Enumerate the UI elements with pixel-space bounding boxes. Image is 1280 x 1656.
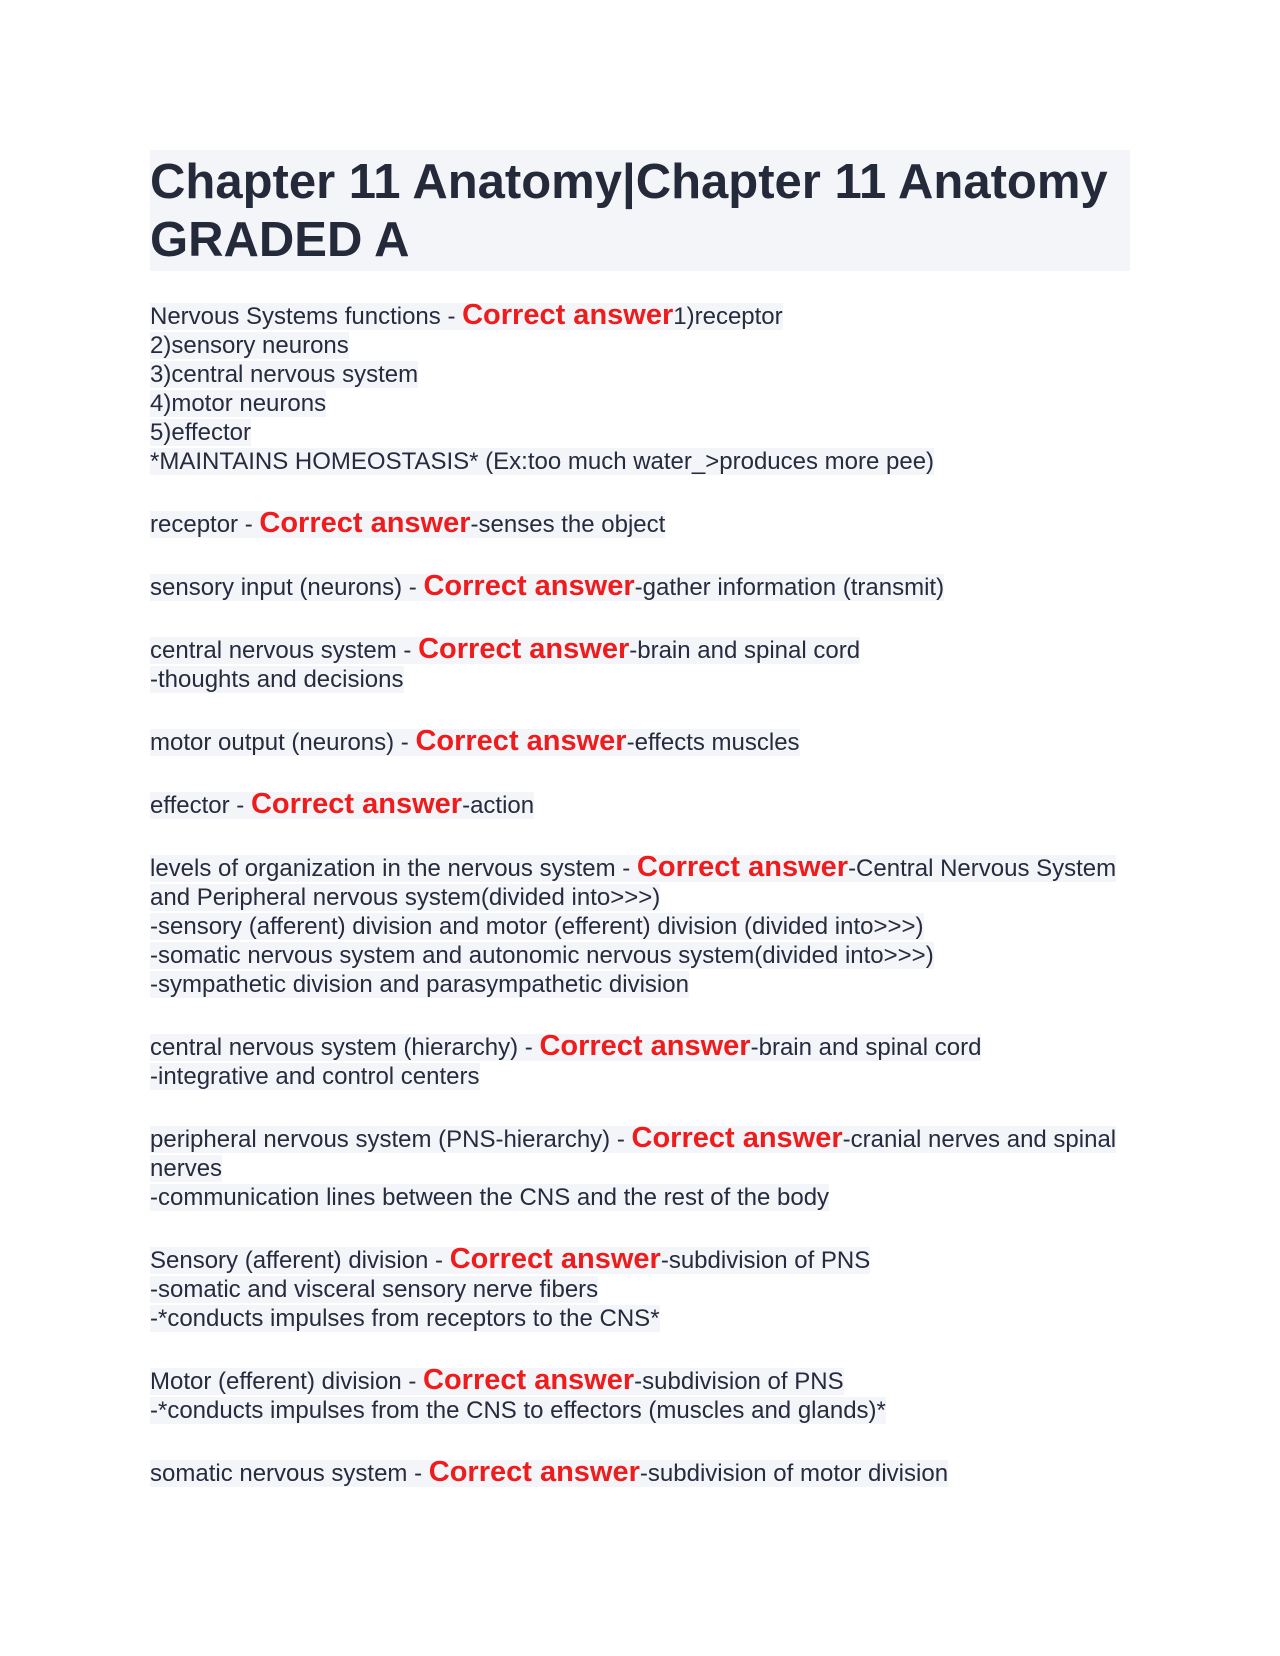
entry-highlight bbox=[150, 725, 800, 757]
entry-highlight bbox=[150, 788, 535, 820]
entry-term: effector - bbox=[150, 792, 251, 819]
entry-highlight bbox=[150, 633, 861, 665]
entry-term: receptor - bbox=[150, 511, 260, 538]
entry-first-line bbox=[150, 1032, 1130, 1062]
entry-definition: -brain and spinal cord bbox=[750, 1034, 982, 1061]
entry-continuation-line bbox=[150, 389, 1130, 418]
entry-definition: -brain and spinal cord bbox=[629, 637, 861, 664]
entry-continuation-line bbox=[150, 912, 1130, 941]
correct-answer-label: Correct answer bbox=[428, 1456, 640, 1488]
entry-first-line bbox=[150, 1458, 1130, 1488]
entry-continuation-line bbox=[150, 1183, 1130, 1212]
entry-continuation-text: -thoughts and decisions bbox=[150, 666, 404, 693]
correct-answer-label: Correct answer bbox=[250, 788, 463, 820]
entry-highlight bbox=[150, 299, 783, 331]
correct-answer-label: Correct answer bbox=[631, 1122, 843, 1154]
entry-first-line bbox=[150, 301, 1130, 331]
entry-continuation-text: -communication lines between the CNS and the rest of the body bbox=[150, 1184, 830, 1211]
entry-first-line bbox=[150, 1124, 1130, 1183]
flashcard-entry bbox=[150, 1366, 1130, 1425]
entry-continuation-text: 3)central nervous system bbox=[150, 361, 419, 388]
entry-highlight bbox=[150, 570, 945, 602]
entry-continuation-text: *MAINTAINS HOMEOSTASIS* (Ex:too much water_>produces more pee) bbox=[150, 448, 935, 475]
entry-first-line bbox=[150, 1366, 1130, 1396]
entry-continuation-text: -sympathetic division and parasympathetic division bbox=[150, 971, 689, 998]
entry-continuation-text: -sensory (afferent) division and motor (efferent) division (divided into>>>) bbox=[150, 913, 924, 940]
entry-continuation-text: 5)effector bbox=[150, 419, 251, 446]
entry-term: levels of organization in the nervous system - bbox=[150, 855, 637, 882]
entry-continuation-line bbox=[150, 360, 1130, 389]
entry-definition: -subdivision of PNS bbox=[660, 1247, 871, 1274]
flashcard-entry bbox=[150, 1032, 1130, 1091]
entry-first-line bbox=[150, 635, 1130, 665]
flashcard-entry bbox=[150, 1245, 1130, 1333]
correct-answer-label: Correct answer bbox=[462, 299, 674, 331]
entry-continuation-line bbox=[150, 418, 1130, 447]
flashcard-entry bbox=[150, 1458, 1130, 1488]
entry-definition: -Central Nervous System and Peripheral nervous system(divided into>>>) bbox=[150, 855, 1117, 911]
correct-answer-label: Correct answer bbox=[449, 1243, 661, 1275]
entry-highlight bbox=[150, 507, 666, 539]
entry-term: somatic nervous system - bbox=[150, 1460, 429, 1487]
flashcard-entry bbox=[150, 1124, 1130, 1212]
entry-continuation-text: 2)sensory neurons bbox=[150, 332, 349, 359]
entry-continuation-text: -*conducts impulses from receptors to the CNS* bbox=[150, 1305, 660, 1332]
flashcard-entry bbox=[150, 572, 1130, 602]
entry-continuation-line bbox=[150, 447, 1130, 476]
entry-definition: -action bbox=[462, 792, 535, 819]
entry-highlight bbox=[150, 1122, 1117, 1182]
document-title: Chapter 11 Anatomy|Chapter 11 Anatomy GRADED A bbox=[150, 150, 1130, 271]
entry-continuation-line bbox=[150, 970, 1130, 999]
flashcard-entry bbox=[150, 635, 1130, 694]
entry-definition: -subdivision of motor division bbox=[639, 1460, 949, 1487]
correct-answer-label: Correct answer bbox=[418, 633, 630, 665]
entry-continuation-line bbox=[150, 1275, 1130, 1304]
entry-highlight bbox=[150, 1456, 949, 1488]
entry-continuation-line bbox=[150, 331, 1130, 360]
entry-term: sensory input (neurons) - bbox=[150, 574, 424, 601]
entry-term: Sensory (afferent) division - bbox=[150, 1247, 450, 1274]
entry-highlight bbox=[150, 851, 1117, 911]
entry-term: motor output (neurons) - bbox=[150, 729, 416, 756]
entry-continuation-text: -*conducts impulses from the CNS to effectors (muscles and glands)* bbox=[150, 1397, 886, 1424]
entry-first-line bbox=[150, 572, 1130, 602]
entry-highlight bbox=[150, 1243, 871, 1275]
entry-term: central nervous system (hierarchy) - bbox=[150, 1034, 540, 1061]
entry-continuation-line bbox=[150, 665, 1130, 694]
entry-continuation-line bbox=[150, 1062, 1130, 1091]
entry-highlight bbox=[150, 1364, 844, 1396]
entry-definition: -senses the object bbox=[470, 511, 666, 538]
flashcard-entry bbox=[150, 509, 1130, 539]
correct-answer-label: Correct answer bbox=[423, 570, 635, 602]
flashcard-entry bbox=[150, 853, 1130, 999]
correct-answer-label: Correct answer bbox=[423, 1364, 635, 1396]
correct-answer-label: Correct answer bbox=[539, 1030, 751, 1062]
entry-continuation-text: -somatic and visceral sensory nerve fibers bbox=[150, 1276, 599, 1303]
entry-definition: -cranial nerves and spinal nerves bbox=[150, 1126, 1117, 1182]
entry-first-line bbox=[150, 790, 1130, 820]
entry-continuation-line bbox=[150, 1396, 1130, 1425]
flashcard-entry bbox=[150, 301, 1130, 476]
entry-continuation-line bbox=[150, 941, 1130, 970]
flashcard-entry bbox=[150, 790, 1130, 820]
entry-definition: -effects muscles bbox=[626, 729, 800, 756]
entry-first-line bbox=[150, 727, 1130, 757]
entry-first-line bbox=[150, 509, 1130, 539]
flashcard-list bbox=[150, 301, 1130, 1488]
correct-answer-label: Correct answer bbox=[636, 851, 849, 883]
entry-definition: -gather information (transmit) bbox=[634, 574, 945, 601]
entry-first-line bbox=[150, 853, 1130, 912]
correct-answer-label: Correct answer bbox=[259, 507, 471, 539]
entry-continuation-text: -integrative and control centers bbox=[150, 1063, 480, 1090]
entry-term: peripheral nervous system (PNS-hierarchy) - bbox=[150, 1126, 632, 1153]
entry-term: Nervous Systems functions - bbox=[150, 303, 463, 330]
correct-answer-label: Correct answer bbox=[415, 725, 627, 757]
flashcard-entry bbox=[150, 727, 1130, 757]
entry-term: central nervous system - bbox=[150, 637, 419, 664]
document-page bbox=[150, 150, 1130, 1521]
entry-continuation-text: 4)motor neurons bbox=[150, 390, 327, 417]
entry-continuation-line bbox=[150, 1304, 1130, 1333]
entry-definition: -subdivision of PNS bbox=[634, 1368, 844, 1395]
entry-highlight bbox=[150, 1030, 982, 1062]
entry-continuation-text: -somatic nervous system and autonomic nervous system(divided into>>>) bbox=[150, 942, 934, 969]
entry-first-line bbox=[150, 1245, 1130, 1275]
entry-term: Motor (efferent) division - bbox=[150, 1368, 423, 1395]
entry-definition: 1)receptor bbox=[673, 303, 783, 330]
